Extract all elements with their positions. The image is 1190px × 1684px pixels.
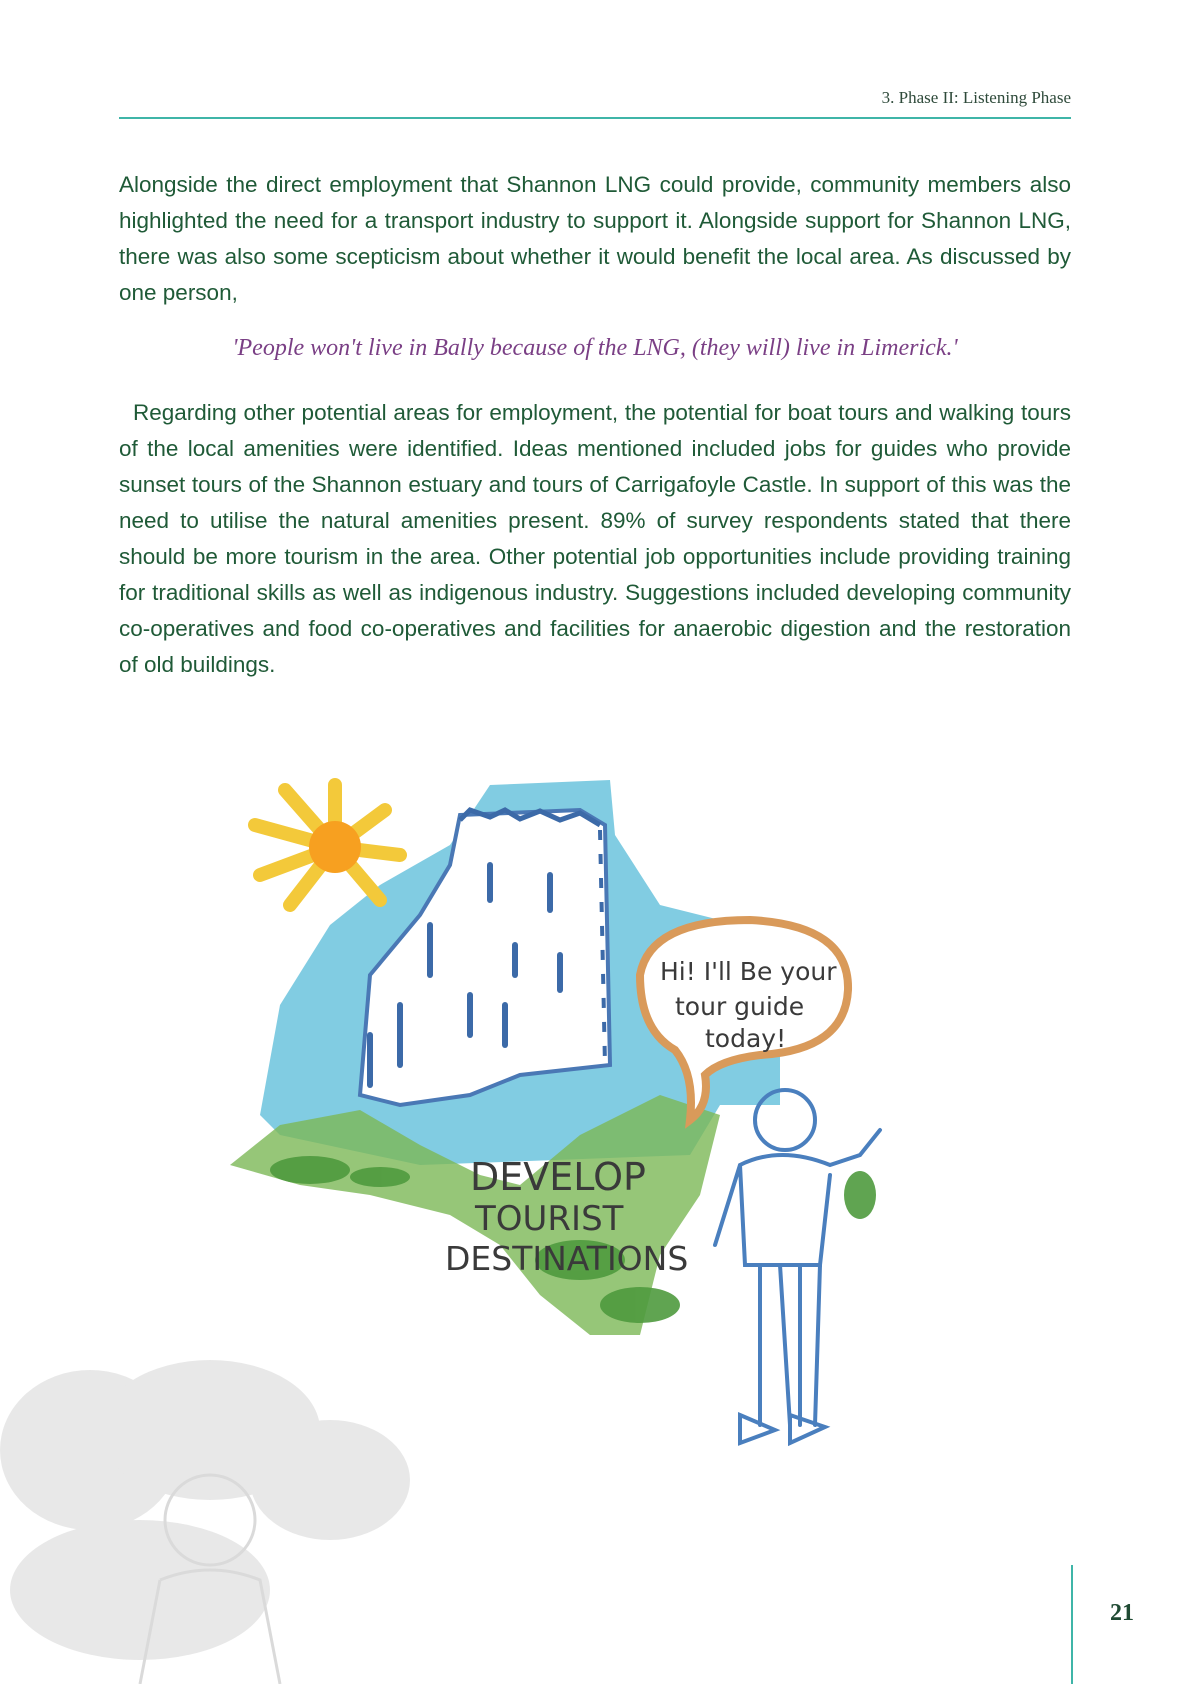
speech-line-2: tour guide <box>675 992 805 1021</box>
speech-line-3: today! <box>705 1024 787 1053</box>
speech-line-1: Hi! I'll Be your <box>660 957 837 986</box>
paragraph-tourism: Regarding other potential areas for employment, the potential for boat tours and walking tours of the local amenities were identified. Ideas mentioned included jobs for guides who provide sunset tours of the Shannon estuary and tours of Carrigafoyle Castle. In support of this was the need to utilise the natural amenities present. 89% of survey respondents stated that there should be more tourism in the area. Other potential job opportunities include providing training for traditional skills as well as indigenous industry. Suggestions included developing community co-operatives and food co-operatives and facilities for anaerobic digestion and the restoration of old buildings. <box>119 400 1071 677</box>
background-sketch-watermark <box>0 1330 440 1684</box>
sign-line-1: DEVELOP <box>470 1155 646 1199</box>
community-quote: 'People won't live in Bally because of the LNG, (they will) live in Limerick.' <box>232 335 958 361</box>
footer-divider <box>1071 1565 1073 1684</box>
paragraph-employment: Alongside the direct employment that Shannon LNG could provide, community members also highlighted the need for a transport industry to support it. Alongside support for Shannon LNG, there was also some scepticism about whether it would benefit the local area. As discussed by one person, <box>119 172 1071 305</box>
tour-guide-figure <box>715 1090 880 1443</box>
header-divider <box>119 117 1071 119</box>
page-number: 21 <box>1110 1600 1134 1626</box>
section-title: 3. Phase II: Listening Phase <box>881 88 1071 107</box>
sign-line-2: TOURIST <box>475 1199 624 1239</box>
sign-line-3: DESTINATIONS <box>445 1239 689 1278</box>
